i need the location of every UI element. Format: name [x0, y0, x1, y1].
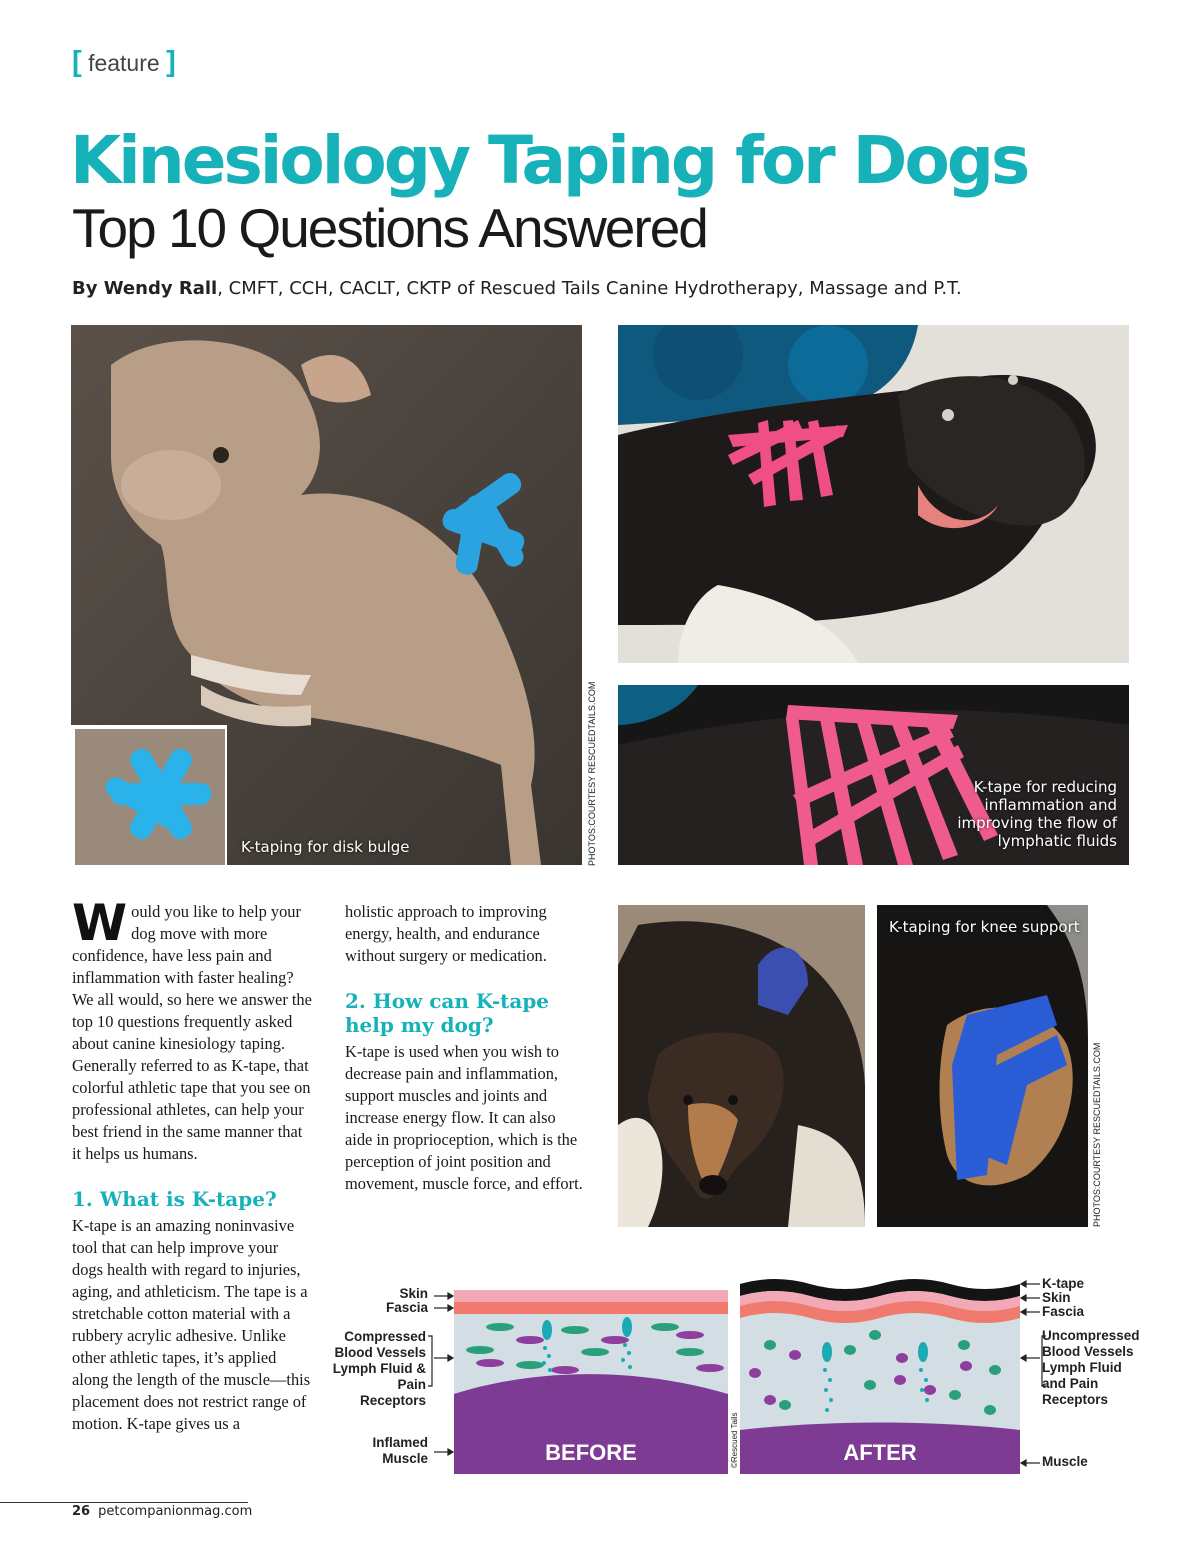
- caption-disk-bulge: K-taping for disk bulge: [241, 838, 410, 856]
- body-column-1: [72, 894, 312, 1435]
- section-label: feature: [88, 50, 160, 76]
- section-tag: [ feature ]: [72, 46, 176, 78]
- question-2-heading: 2. How can K-tape help my dog?: [345, 989, 550, 1037]
- author-name: By Wendy Rall: [72, 278, 218, 299]
- diagram-label-fascia: Fascia: [385, 1300, 428, 1315]
- diagram-label-compressed: Compressed Blood Vessels Lymph Fluid & Pain Receptors: [332, 1329, 426, 1408]
- intro-text: ould you like to help your dog move with more confidence, have less pain and inflammation with faster healing? We all would, so here we answer the top 10 questions frequently asked about canine kinesiology taping. Generally referred to as K-tape, that colorful athletic tape that you see on professional athletes, can help your best friend in the same manner that it helps us humans.: [72, 902, 312, 1163]
- diagram-label-skin-right: Skin: [1042, 1290, 1071, 1305]
- author-credentials: , CMFT, CCH, CACLT, CKTP of Rescued Tails Canine Hydrotherapy, Massage and P.T.: [217, 278, 962, 299]
- answer-1-continued: holistic approach to improving energy, health, and endurance without surgery or medication.: [345, 902, 547, 965]
- diagram-label-inflamed-muscle: Inflamed Muscle: [372, 1435, 428, 1466]
- after-label: AFTER: [843, 1440, 917, 1465]
- answer-1-text: K-tape is an amazing noninvasive tool that can help improve your dogs health with regard to injuries, aging, and athleticism. The tape is a stretchable cotton material with a rubbery acrylic adhesive. Unlike other athletic tapes, it’s applied along the length of the muscle—this placement does not restrict range of motion. K-tape gives us a: [72, 1216, 311, 1433]
- bulldog-image: [71, 325, 582, 865]
- photo-black-dog: [618, 325, 1129, 663]
- drop-cap: W: [72, 894, 128, 952]
- intro-paragraph: [72, 894, 312, 1165]
- photo-bulldog: [71, 325, 582, 865]
- photo-credit-bottom: PHOTOS:COURTESY RESCUEDTAILS.COM: [1092, 1042, 1102, 1227]
- byline: [72, 278, 962, 299]
- page-footer: [72, 1504, 252, 1519]
- knee-tape-image: [877, 905, 1088, 1227]
- diagram-label-skin: Skin: [399, 1286, 428, 1301]
- question-1-heading: 1. What is K-tape?: [72, 1187, 277, 1211]
- caption-inflammation: K-tape for reducing inflammation and improving the flow of lymphatic fluids: [957, 778, 1117, 850]
- photo-credit-top: PHOTOS:COURTESY RESCUEDTAILS.COM: [587, 681, 597, 866]
- body-column-2: [345, 901, 585, 1195]
- answer-2-text: K-tape is used when you wish to decrease pain and inflammation, support muscles and joints and increase energy flow. It can also aide in proprioception, which is the perception of joint position and movement, muscle force, and effort.: [345, 1042, 583, 1193]
- diagram-label-fascia-right: Fascia: [1042, 1304, 1085, 1319]
- ktape-diagram: [330, 1270, 1150, 1480]
- page-number: 26: [72, 1504, 91, 1519]
- photo-pink-tape-closeup: [618, 685, 1129, 865]
- dog-bed-image: [618, 905, 865, 1227]
- diagram-label-uncompressed: Uncompressed Blood Vessels Lymph Fluid and Pain Receptors: [1042, 1328, 1140, 1407]
- photo-knee-tape: [877, 905, 1088, 1227]
- diagram-label-muscle: Muscle: [1042, 1454, 1088, 1469]
- site-url: petcompanionmag.com: [98, 1504, 253, 1519]
- diagram-label-ktape: K-tape: [1042, 1276, 1085, 1291]
- article-title: Kinesiology Taping for Dogs: [70, 122, 1028, 199]
- photo-dog-bed: [618, 905, 865, 1227]
- before-label: BEFORE: [545, 1440, 637, 1465]
- caption-knee-support: K-taping for knee support: [889, 918, 1080, 936]
- diagram-credit: ©Rescued Tails: [730, 1412, 739, 1468]
- article-subtitle: Top 10 Questions Answered: [72, 197, 707, 259]
- footer-rule: [0, 1502, 248, 1503]
- black-dog-image: [618, 325, 1129, 663]
